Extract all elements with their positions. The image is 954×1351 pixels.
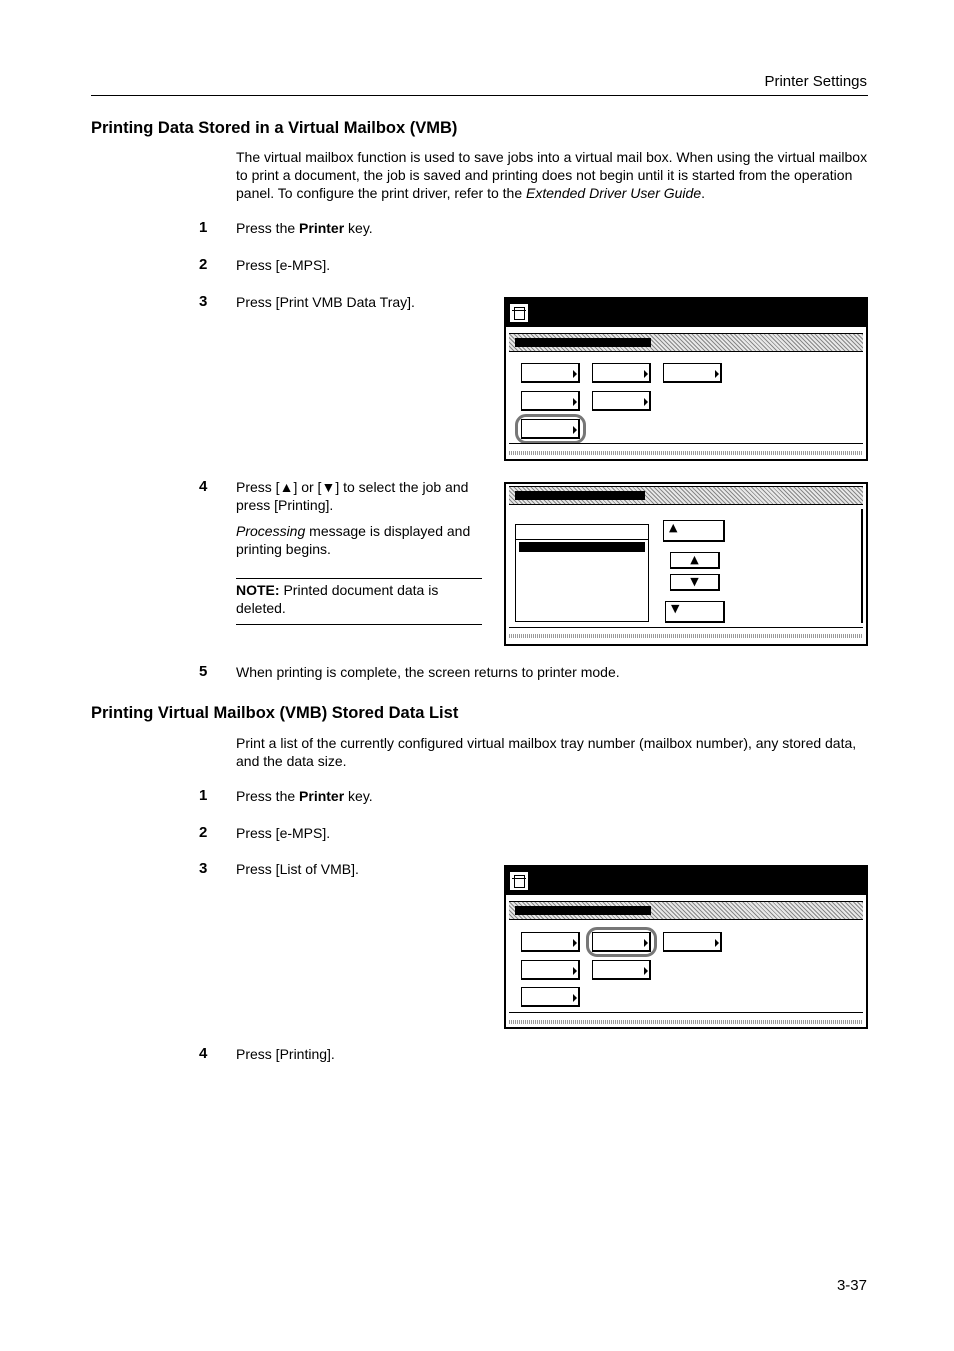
header-rule <box>91 95 868 96</box>
screen-tab-bar <box>509 901 863 920</box>
page-down-button[interactable] <box>665 601 725 623</box>
step-text <box>236 478 482 514</box>
key-name: Printer <box>299 220 345 236</box>
step-number: 3 <box>199 860 208 877</box>
menu-button[interactable] <box>663 932 722 952</box>
intro-end: . <box>701 185 705 201</box>
home-icon[interactable] <box>509 303 529 323</box>
menu-button[interactable] <box>592 960 651 980</box>
job-listbox[interactable] <box>515 524 649 622</box>
menu-button[interactable] <box>521 391 580 411</box>
step-pre: Press the <box>236 788 300 804</box>
screen-footer-strip <box>509 451 863 455</box>
step-pre: Press the <box>236 220 300 236</box>
section-title-vmb-print: Printing Data Stored in a Virtual Mailbox (VMB) <box>91 119 458 137</box>
step-number: 5 <box>199 663 208 680</box>
screen-footer-strip <box>509 634 863 638</box>
running-header: Printer Settings <box>764 73 867 90</box>
note-rule-bottom <box>236 624 482 625</box>
step-post: key. <box>344 788 373 804</box>
note-label: NOTE: <box>236 582 280 598</box>
emps-menu-screen <box>504 297 868 461</box>
step-number: 1 <box>199 219 208 236</box>
step-post: key. <box>344 220 373 236</box>
screen-footer-rule <box>509 627 863 628</box>
processing-word: Processing <box>236 523 306 539</box>
note-rule-top <box>236 578 482 579</box>
active-tab <box>515 491 645 500</box>
home-icon[interactable] <box>509 871 529 891</box>
section2-intro: Print a list of the currently configured virtual mailbox tray number (mailbox number), any stored data, and the data size. <box>236 735 857 769</box>
key-name: Printer <box>299 788 345 804</box>
section1-intro <box>236 148 868 202</box>
intro-text: The virtual mailbox function is used to save jobs into a virtual mail box. When using the virtual mailbox to print a document, the job is saved and printing does not begin until it is started from the operation panel. To configure the print driver, refer to the <box>236 149 868 201</box>
screen-tab-bar <box>509 486 863 505</box>
scroll-down-button[interactable] <box>670 574 720 591</box>
screen-title-bar <box>506 867 866 895</box>
step-text: Press [Print VMB Data Tray]. <box>236 294 415 310</box>
screen-footer-rule <box>509 443 863 444</box>
selected-job-row[interactable] <box>519 542 645 552</box>
step-number: 4 <box>199 1045 208 1062</box>
screen-footer-strip <box>509 1020 863 1024</box>
emps-menu-screen-list <box>504 865 868 1029</box>
screen-tab-bar <box>509 333 863 352</box>
highlight-ring <box>515 414 586 444</box>
scrollbar-track <box>861 509 863 623</box>
step-text: Press [List of VMB]. <box>236 861 359 877</box>
step-mid: ] or [ <box>293 479 322 495</box>
section-title-vmb-list: Printing Virtual Mailbox (VMB) Stored Data List <box>91 704 459 722</box>
step-number: 3 <box>199 293 208 310</box>
screen-footer-rule <box>509 1012 863 1013</box>
up-arrow-icon: ▲ <box>669 521 678 534</box>
step-number: 2 <box>199 256 208 273</box>
processing-rest: message is displayed and printing begins. <box>236 523 471 557</box>
step-text: Press [e-MPS]. <box>236 257 331 273</box>
scroll-up-button[interactable] <box>670 552 720 569</box>
guide-reference: Extended Driver User Guide <box>526 185 702 201</box>
processing-text <box>236 522 482 558</box>
step-text: Press [e-MPS]. <box>236 825 331 841</box>
down-arrow-icon: ▼ <box>690 575 699 588</box>
step-text <box>236 219 373 237</box>
page-up-button[interactable] <box>663 520 725 542</box>
menu-button[interactable] <box>521 932 580 952</box>
step-pre: Press [ <box>236 479 280 495</box>
down-arrow-icon: ▼ <box>321 479 336 495</box>
up-arrow-icon: ▲ <box>279 479 294 495</box>
step-text: When printing is complete, the screen returns to printer mode. <box>236 664 620 680</box>
highlight-ring <box>586 927 657 957</box>
note-text: Printed document data is deleted. <box>236 582 439 616</box>
step-number: 4 <box>199 478 208 495</box>
screen-title-bar <box>506 299 866 327</box>
menu-button[interactable] <box>521 960 580 980</box>
step-number: 2 <box>199 824 208 841</box>
list-header-rule <box>516 539 648 540</box>
down-arrow-icon: ▼ <box>671 602 680 615</box>
step-text: Press [Printing]. <box>236 1046 335 1062</box>
menu-button[interactable] <box>592 391 651 411</box>
up-arrow-icon: ▲ <box>690 553 699 566</box>
menu-button[interactable] <box>521 987 580 1007</box>
menu-button[interactable] <box>592 363 651 383</box>
step-number: 1 <box>199 787 208 804</box>
step-post: ] to select the job and press [Printing]. <box>236 479 469 513</box>
step-text <box>236 787 373 805</box>
menu-button[interactable] <box>663 363 722 383</box>
note <box>236 581 482 617</box>
active-tab <box>515 338 651 347</box>
page-number: 3-37 <box>836 1277 867 1294</box>
menu-button[interactable] <box>521 363 580 383</box>
active-tab <box>515 906 651 915</box>
vmb-job-list-screen <box>504 482 868 646</box>
